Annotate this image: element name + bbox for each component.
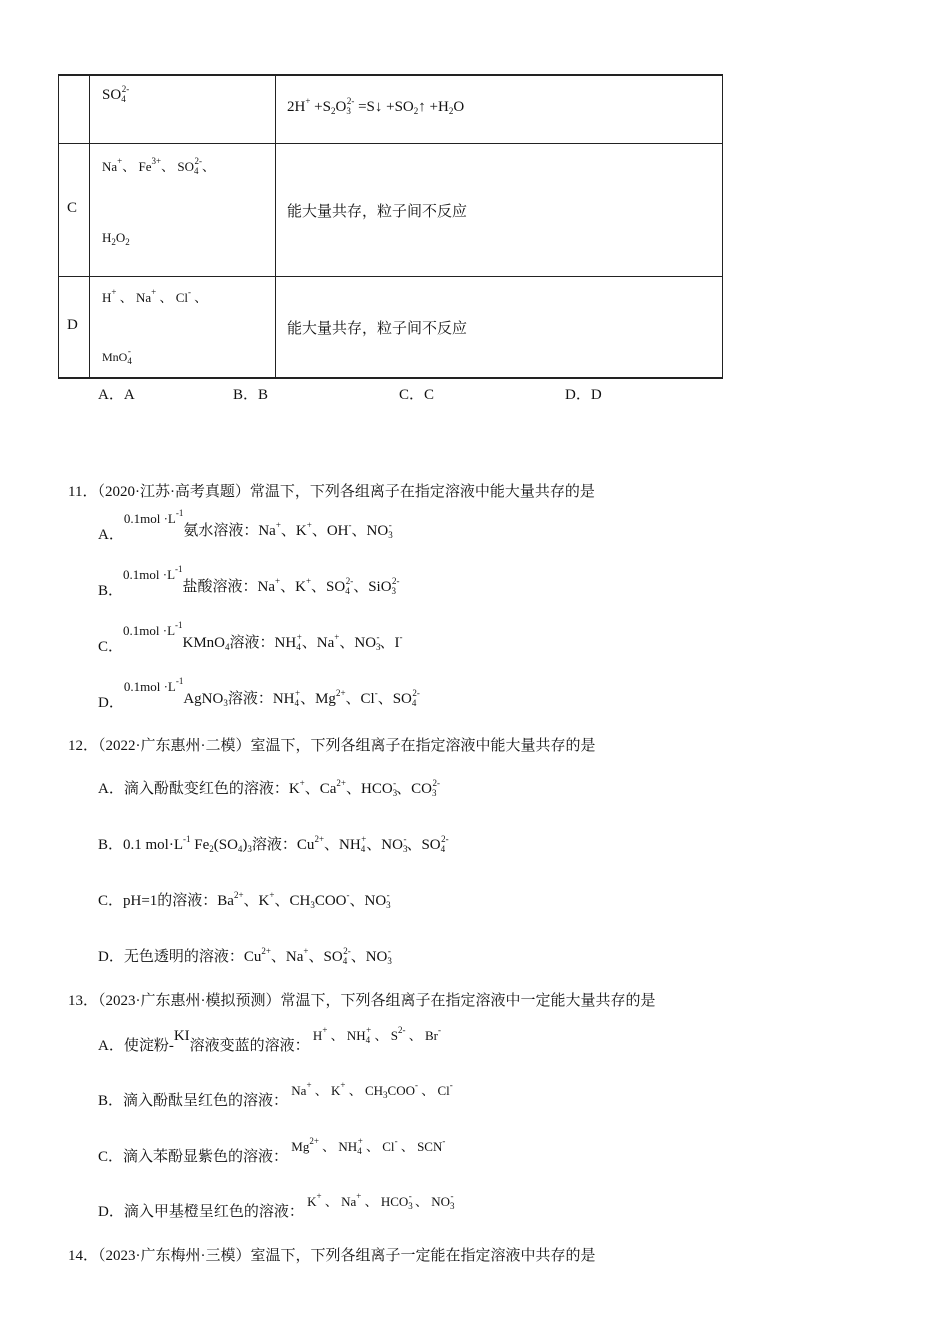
q13-option-b[interactable]: B．滴入酚酞呈红色的溶液： Na+ 、 K+ 、 $CH_3COO^-$ 、 Cl-: [98, 1080, 453, 1109]
q13-option-c[interactable]: C．滴入苯酚显紫色的溶液： $Mg^{2+}$ 、 $NH_4^+$ 、 Cl- 、 SCN-: [98, 1136, 446, 1165]
q12-option-a[interactable]: A．滴入酚酞变红色的溶液：K+、$Ca^{2+}$、$HCO_3^-$、$CO_3^{2-}$: [98, 778, 441, 798]
q13-option-a[interactable]: A．使淀粉-KI溶液变蓝的溶液： H+ 、 $NH_4^+$ 、 $S^{2-}$ 、 Br-: [98, 1025, 441, 1054]
q11-option-c[interactable]: C．$0.1mol \cdot L^{-1}KMnO_4$溶液：$NH_4^+$、Na+、$NO_3^-$、I-: [98, 620, 403, 655]
row-b-ions: $SO_4^{2-}$: [102, 84, 130, 104]
q11-option-b[interactable]: B．$0.1mol \cdot L^{-1}$盐酸溶液：Na+、K+、$SO_4^{2-}$、SiO$_3^{2-}$: [98, 564, 400, 599]
row-c-ions-line2: $H_2O_2$: [102, 230, 130, 247]
row-d-ions-line2: MnO$_4$-: [102, 346, 132, 366]
q12-option-c[interactable]: C．pH=1的溶液：$Ba^{2+}$、K+、$CH_3COO^-$、$NO_3^-$: [98, 890, 391, 910]
row-c-ions-line1: Na+、 $Fe^{3+}$、 $SO_4^{2-}$、: [102, 156, 215, 176]
row-b-reason: $2H^+ +S_2O_3^{2-}$ =S↓ $+SO_2↑ +H_2O$: [287, 96, 465, 116]
q12-option-b[interactable]: B．0.1 $mol\cdot L^{-1}$ $Fe_2(SO_4)_3$溶液：$Cu^{2+}$、$NH_4^+$、$NO_3^-$、$SO_4^{2-}$: [98, 834, 449, 854]
q13-stem: 13．（2023·广东惠州·模拟预测）常温下，下列各组离子在指定溶液中一定能大量共存的是: [68, 993, 656, 1009]
row-c-reason: 能大量共存，粒子间不反应: [287, 204, 468, 220]
q14-stem: 14．（2023·广东梅州·三模）室温下，下列各组离子一定能在指定溶液中共存的是: [68, 1248, 596, 1264]
q12-stem: 12．（2022·广东惠州·二模）室温下，下列各组离子在指定溶液中能大量共存的是: [68, 738, 596, 754]
q10-option-a[interactable]: A．A: [98, 387, 135, 403]
q12-option-d[interactable]: D．无色透明的溶液：$Cu^{2+}$、Na+、$SO_4^{2-}$、$NO_3^-$: [98, 946, 392, 966]
row-d-ions-line1: H+ 、 Na+ 、 Cl- 、: [102, 287, 208, 305]
q10-option-b[interactable]: B．B: [233, 387, 269, 403]
q11-option-d[interactable]: D．$0.1mol \cdot L^{-1}AgNO_3$溶液：$NH_4^+$、$Mg^{2+}$、Cl-、$SO_4^{2-}$: [98, 676, 420, 711]
q10-option-d[interactable]: D．D: [565, 387, 602, 403]
row-c-label: C: [67, 200, 78, 216]
q10-option-c[interactable]: C．C: [399, 387, 435, 403]
q13-option-d[interactable]: D．滴入甲基橙呈红色的溶液： K+ 、 Na+ 、 $HCO_3^-$ 、 $NO_3^-$: [98, 1191, 455, 1220]
q11-option-a[interactable]: A．$0.1mol \cdot L^{-1}$氨水溶液：Na+、K+、OH-、$NO_3^-$: [98, 508, 393, 543]
row-d-reason: 能大量共存，粒子间不反应: [287, 321, 468, 337]
q11-stem: 11．（2020·江苏·高考真题）常温下，下列各组离子在指定溶液中能大量共存的是: [68, 484, 595, 500]
row-d-label: D: [67, 317, 78, 333]
